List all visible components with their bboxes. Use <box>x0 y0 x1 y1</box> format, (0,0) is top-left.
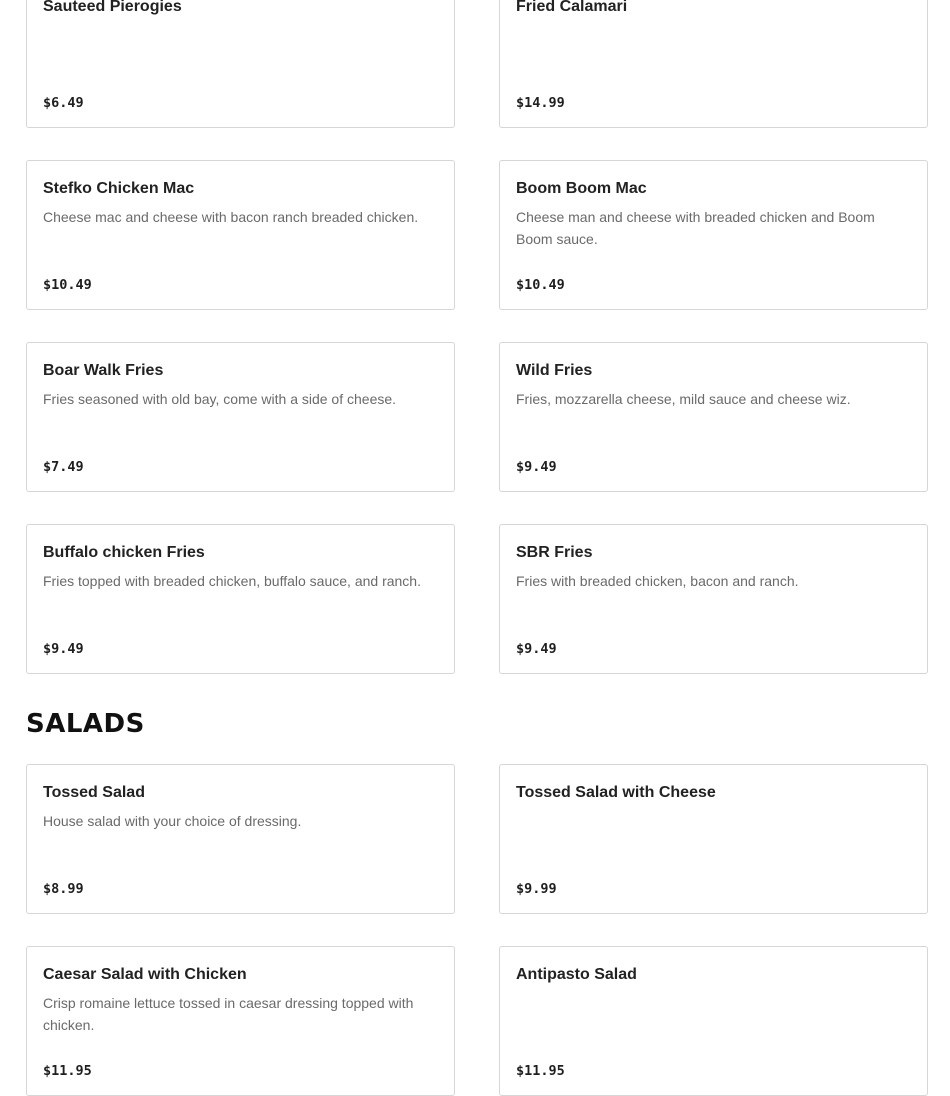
menu-item-name: SBR Fries <box>516 544 593 561</box>
menu-item-description: House salad with your choice of dressing. <box>43 813 302 829</box>
menu-item-card[interactable] <box>499 0 928 128</box>
menu-item-price: $10.49 <box>43 277 92 293</box>
menu-item-name: Boar Walk Fries <box>43 362 164 379</box>
appetizer-grid <box>26 0 928 674</box>
menu-item-price: $10.49 <box>516 277 565 293</box>
menu-item-card[interactable] <box>499 946 928 1096</box>
menu-item-card[interactable] <box>26 0 455 128</box>
menu-item-description: Fries, mozzarella cheese, mild sauce and cheese wiz. <box>516 391 851 407</box>
menu-item-description: Fries seasoned with old bay, come with a side of cheese. <box>43 391 397 407</box>
menu-item-price: $11.95 <box>43 1063 92 1079</box>
menu-item-card[interactable] <box>26 342 455 492</box>
salads-grid <box>26 764 928 1096</box>
menu-item-description: Fries with breaded chicken, bacon and ranch. <box>516 573 799 589</box>
menu-item-card[interactable] <box>26 946 455 1096</box>
menu-item-price: $9.49 <box>516 459 557 475</box>
menu-item-price: $11.95 <box>516 1063 565 1079</box>
menu-item-card[interactable] <box>26 524 455 674</box>
menu-item-description: Fries topped with breaded chicken, buffalo sauce, and ranch. <box>43 573 421 589</box>
menu-item-name: Fried Calamari <box>516 0 628 15</box>
menu-item-price: $9.49 <box>43 641 84 657</box>
menu-item-card[interactable] <box>26 160 455 310</box>
menu-item-name: Stefko Chicken Mac <box>43 180 195 197</box>
menu-item-name: Caesar Salad with Chicken <box>43 966 247 983</box>
menu-item-price: $6.49 <box>43 95 84 111</box>
menu-item-price: $14.99 <box>516 95 565 111</box>
menu-item-name: Boom Boom Mac <box>516 180 647 197</box>
menu-item-name: Buffalo chicken Fries <box>43 544 205 561</box>
menu-item-price: $9.49 <box>516 641 557 657</box>
menu-item-card[interactable] <box>499 764 928 914</box>
menu-item-card[interactable] <box>499 160 928 310</box>
menu-item-card[interactable] <box>499 524 928 674</box>
section-title-salads: SALADS <box>26 709 145 739</box>
menu-item-description: Cheese man and cheese with breaded chicken and Boom Boom sauce. <box>516 209 875 247</box>
menu-item-name: Tossed Salad <box>43 784 145 801</box>
menu-item-card[interactable] <box>499 342 928 492</box>
menu-item-name: Tossed Salad with Cheese <box>516 784 716 801</box>
menu-item-description: Cheese mac and cheese with bacon ranch breaded chicken. <box>43 209 419 225</box>
menu-item-description: Crisp romaine lettuce tossed in caesar dressing topped with chicken. <box>43 995 414 1033</box>
menu-item-price: $7.49 <box>43 459 84 475</box>
menu-item-price: $9.99 <box>516 881 557 897</box>
menu-item-name: Sauteed Pierogies <box>43 0 182 15</box>
menu-item-card[interactable] <box>26 764 455 914</box>
menu-item-price: $8.99 <box>43 881 84 897</box>
menu-item-name: Antipasto Salad <box>516 966 637 983</box>
menu-item-name: Wild Fries <box>516 362 593 379</box>
